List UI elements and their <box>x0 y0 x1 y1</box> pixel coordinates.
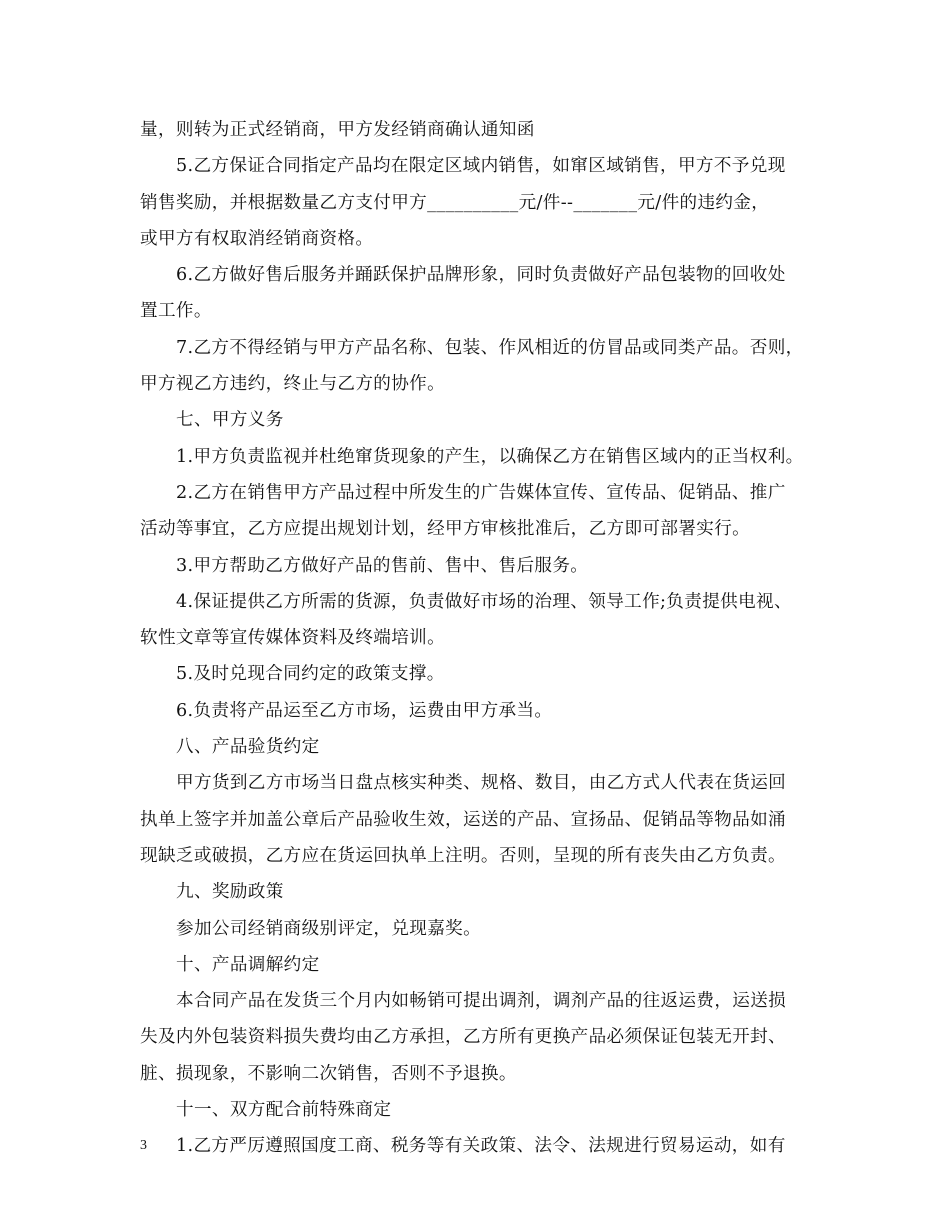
text-line: 参加公司经销商级别评定，兑现嘉奖。 <box>176 918 482 939</box>
text-line: 软性文章等宣传媒体资料及终端培训。 <box>140 628 446 649</box>
text-line: 十、产品调解约定 <box>176 954 320 975</box>
text-line: 量，则转为正式经销商，甲方发经销商确认通知函 <box>140 120 535 140</box>
text-line: 本合同产品在发货三个月内如畅销可提出调剂，调剂产品的往返运费，运送损 <box>176 991 787 1012</box>
text-line: 八、产品验货约定 <box>176 737 320 758</box>
text-line: 或甲方有权取消经销商资格。 <box>140 228 374 249</box>
text-line: 置工作。 <box>140 301 212 322</box>
text-line: 6.负责将产品运至乙方市场，运费由甲方承当。 <box>176 700 553 721</box>
text-line: 销售奖励，并根据数量乙方支付甲方__________元/件--_______元/件的违约金， <box>140 192 770 213</box>
text-line: 七、甲方义务 <box>176 410 284 431</box>
text-line: 3.甲方帮助乙方做好产品的售前、售中、售后服务。 <box>176 555 589 576</box>
text-line: 5.及时兑现合同约定的政策支撑。 <box>176 664 445 685</box>
text-line: 现缺乏或破损，乙方应在货运回执单上注明。否则，呈现的所有丧失由乙方负责。 <box>140 845 786 866</box>
text-line: 活动等事宜，乙方应提出规划计划，经甲方审核批准后，乙方即可部署实行。 <box>140 519 751 540</box>
text-line: 脏、损现象，不影响二次销售，否则不予退换。 <box>140 1063 517 1084</box>
text-line: 4.保证提供乙方所需的货源，负责做好市场的治理、领导工作;负责提供电视、 <box>176 591 792 612</box>
text-line: 十一、双方配合前特殊商定 <box>176 1100 392 1121</box>
text-line: 甲方货到乙方市场当日盘点核实种类、规格、数目，由乙方式人代表在货运回 <box>176 773 787 794</box>
text-line: 2.乙方在销售甲方产品过程中所发生的广告媒体宣传、宣传品、促销品、推广 <box>176 482 786 503</box>
text-line: 执单上签字并加盖公章后产品验收生效，运送的产品、宣扬品、促销品等物品如涌 <box>140 809 786 830</box>
text-line: 5.乙方保证合同指定产品均在限定区域内销售，如窜区域销售，甲方不予兑现 <box>176 156 786 177</box>
document-body <box>140 112 830 1165</box>
text-line: 1.甲方负责监视并杜绝窜货现象的产生，以确保乙方在销售区域内的正当权利。 <box>176 446 804 467</box>
text-line: 失及内外包装资料损失费均由乙方承担，乙方所有更换产品必须保证包装无开封、 <box>140 1027 786 1048</box>
text-line: 7.乙方不得经销与甲方产品名称、包装、作风相近的仿冒品或同类产品。否则， <box>176 337 804 358</box>
text-line: 甲方视乙方违约，终止与乙方的协作。 <box>140 374 446 395</box>
page-number: 3 <box>140 1138 147 1153</box>
text-line: 1.乙方严厉遵照国度工商、税务等有关政策、法令、法规进行贸易运动，如有 <box>176 1136 786 1157</box>
text-line: 6.乙方做好售后服务并踊跃保护品牌形象，同时负责做好产品包装物的回收处 <box>176 265 786 286</box>
text-line: 九、奖励政策 <box>176 882 284 903</box>
